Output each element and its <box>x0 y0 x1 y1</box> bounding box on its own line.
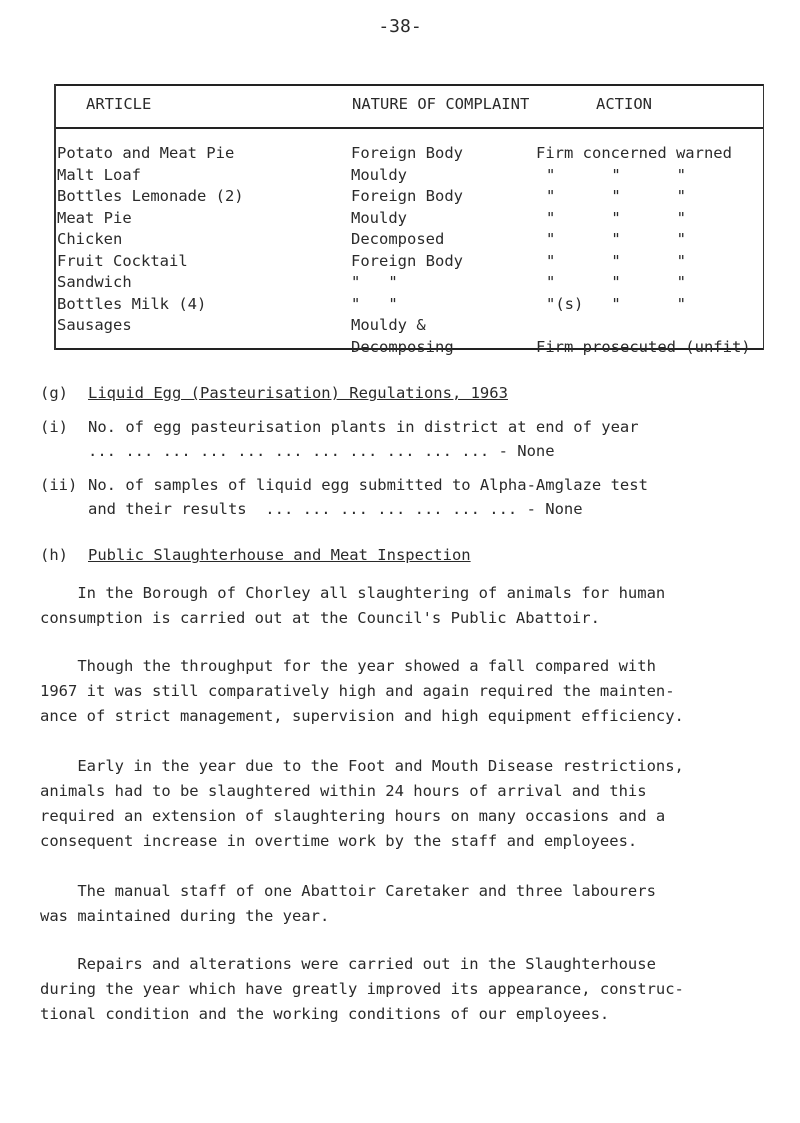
table-row <box>54 338 764 360</box>
table-row <box>54 252 764 274</box>
table-body <box>54 144 764 359</box>
cell-nature: Foreign Body <box>351 187 463 205</box>
cell-article: Bottles Lemonade (2) <box>57 187 244 205</box>
paragraph-line: tional condition and the working conditions of our employees. <box>40 1005 610 1023</box>
cell-action: Firm concerned warned <box>536 144 732 162</box>
cell-article: Sandwich <box>57 273 132 291</box>
section-g-item-i <box>40 418 760 436</box>
table-row <box>54 295 764 317</box>
cell-action: " " " <box>546 251 686 270</box>
table-row <box>54 316 764 338</box>
paragraph-line: The manual staff of one Abattoir Caretaker and three labourers <box>40 882 656 900</box>
section-h-heading <box>40 546 760 564</box>
paragraph-line: required an extension of slaughtering hours on many occasions and a <box>40 807 666 825</box>
cell-article: Malt Loaf <box>57 165 141 184</box>
section-g-heading <box>40 384 760 402</box>
header-action: ACTION <box>596 95 652 113</box>
paragraph <box>40 654 762 729</box>
cell-action: " " " <box>546 187 686 205</box>
cell-nature: Decomposed <box>351 230 445 248</box>
paragraph <box>40 581 762 631</box>
item-label: (ii) <box>40 476 78 494</box>
item-label: (i) <box>40 418 68 436</box>
table-row <box>54 144 764 166</box>
cell-nature: Foreign Body <box>351 251 463 270</box>
cell-action: "(s) " " <box>546 294 686 313</box>
section-h-title: Public Slaughterhouse and Meat Inspection <box>88 546 471 564</box>
paragraph-line: Repairs and alterations were carried out in the Slaughterhouse <box>40 955 656 973</box>
cell-nature: Foreign Body <box>351 144 463 162</box>
table-row <box>54 209 764 231</box>
cell-nature: Mouldy <box>351 208 407 227</box>
header-article: ARTICLE <box>86 95 152 113</box>
cell-action: " " " <box>546 165 686 184</box>
paragraph <box>40 754 762 854</box>
cell-action: " " " <box>546 208 686 227</box>
section-g-item-i-continuation <box>88 442 800 460</box>
paragraph-line: consumption is carried out at the Council's Public Abattoir. <box>40 609 600 627</box>
paragraph <box>40 879 762 929</box>
item-text: No. of samples of liquid egg submitted to Alpha-Amglaze test <box>88 476 648 494</box>
table-row <box>54 187 764 209</box>
paragraph-line: consequent increase in overtime work by the staff and employees. <box>40 832 638 850</box>
paragraph-line: Though the throughput for the year showed a fall compared with <box>40 657 656 675</box>
cell-nature: Mouldy <box>351 165 407 184</box>
paragraph-line: ance of strict management, supervision and high equipment efficiency. <box>40 707 684 725</box>
section-g-item-ii-continuation <box>88 500 800 518</box>
paragraph-line: animals had to be slaughtered within 24 hours of arrival and this <box>40 782 647 800</box>
cell-article: Chicken <box>57 230 123 248</box>
section-h-label: (h) <box>40 546 68 564</box>
paragraph-line: In the Borough of Chorley all slaughtering of animals for human <box>40 584 666 602</box>
header-nature-of-complaint: NATURE OF COMPLAINT <box>352 95 530 113</box>
cell-action: " " " <box>546 273 686 291</box>
cell-nature: " " <box>351 273 398 291</box>
cell-nature: Mouldy & <box>351 316 426 334</box>
table-row <box>54 166 764 188</box>
cell-article: Fruit Cocktail <box>57 251 188 270</box>
cell-article: Bottles Milk (4) <box>57 294 207 313</box>
cell-nature: " " <box>351 294 398 313</box>
paragraph-line: 1967 it was still comparatively high and again required the mainten- <box>40 682 675 700</box>
paragraph <box>40 952 762 1027</box>
cell-article: Meat Pie <box>57 208 132 227</box>
section-g-title: Liquid Egg (Pasteurisation) Regulations, 1963 <box>88 384 508 402</box>
table-row <box>54 230 764 252</box>
item-text: No. of egg pasteurisation plants in district at end of year <box>88 418 639 436</box>
section-g-label: (g) <box>40 384 68 402</box>
cell-article: Sausages <box>57 316 132 334</box>
page-number: -38- <box>378 16 422 37</box>
complaints-table <box>54 84 764 356</box>
item-text: and their results ... ... ... ... ... ... ... - None <box>88 500 583 518</box>
table-top-rule <box>54 84 764 86</box>
table-row <box>54 273 764 295</box>
cell-action: Firm prosecuted (unfit) <box>536 337 751 356</box>
cell-article: Potato and Meat Pie <box>57 144 235 162</box>
paragraph-line: was maintained during the year. <box>40 907 330 925</box>
paragraph-line: Early in the year due to the Foot and Mouth Disease restrictions, <box>40 757 684 775</box>
cell-action: " " " <box>546 230 686 248</box>
cell-nature: Decomposing <box>351 337 454 356</box>
paragraph-line: during the year which have greatly improved its appearance, construc- <box>40 980 684 998</box>
table-header-rule <box>54 127 764 129</box>
item-text: ... ... ... ... ... ... ... ... ... ... ... - None <box>88 442 555 460</box>
section-g-item-ii <box>40 476 760 494</box>
